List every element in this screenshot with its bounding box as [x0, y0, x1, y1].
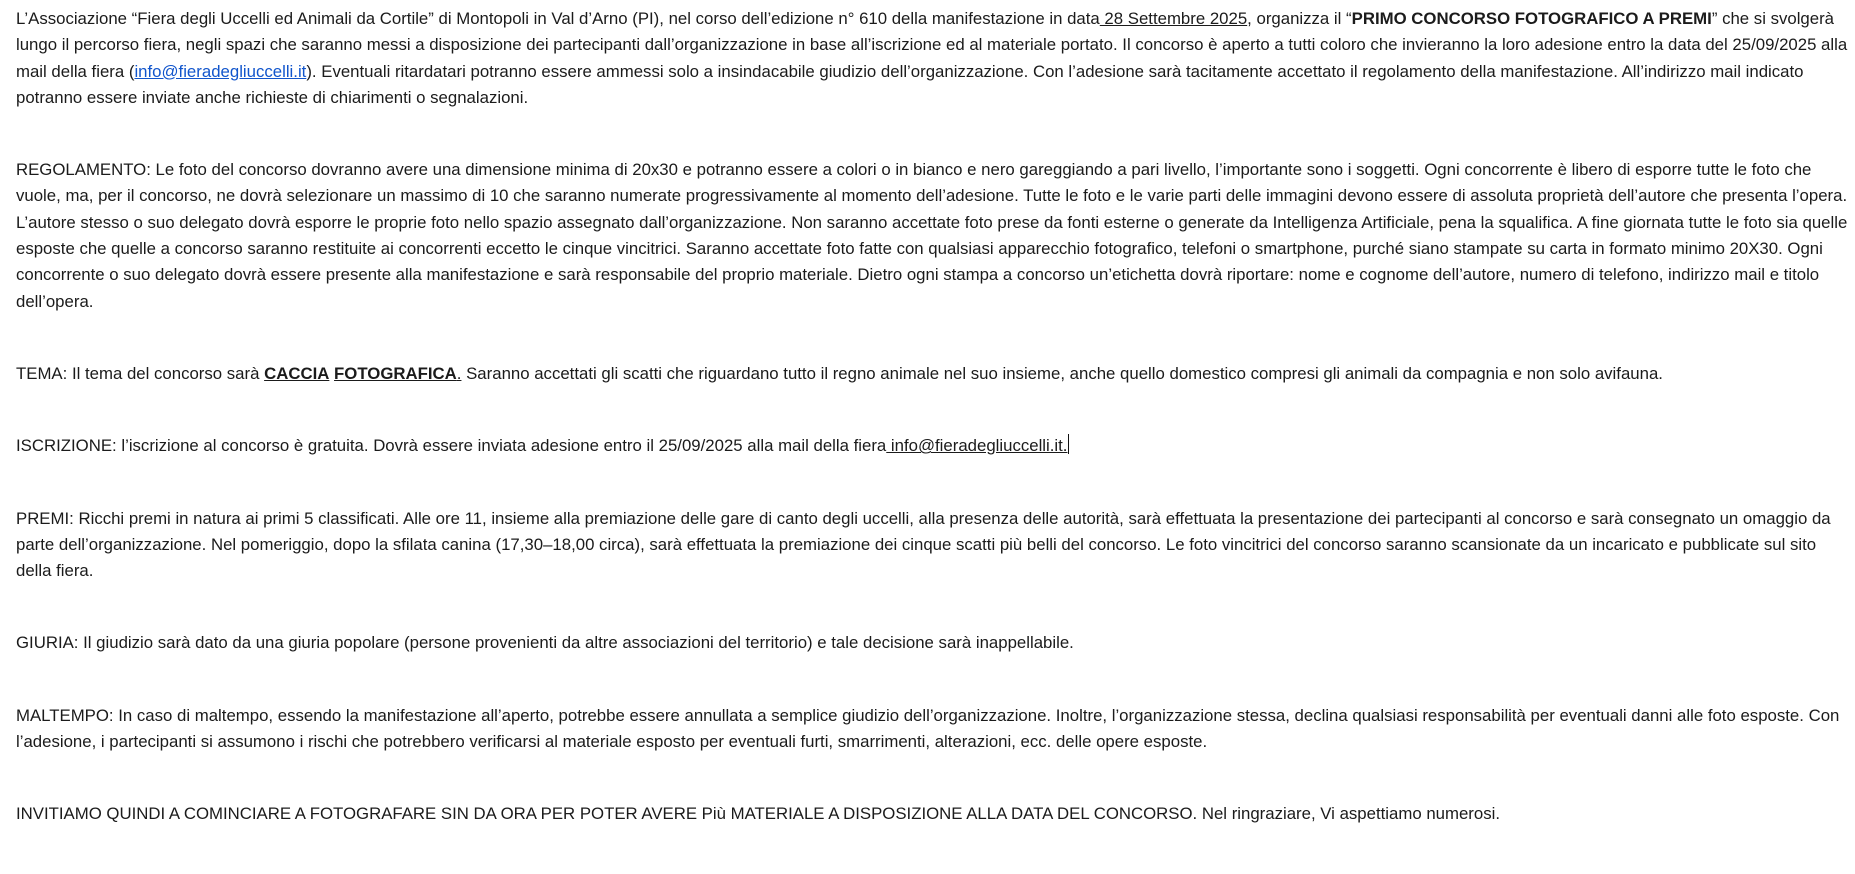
iscrizione-paragraph	[16, 433, 1848, 459]
regolamento-paragraph: REGOLAMENTO: Le foto del concorso dovranno avere una dimensione minima di 20x30 e potranno essere a colori o in bianco e nero gareggiando a pari livello, l’importante sono i soggetti. Ogni concorrente è libero di esporre tutte le foto che vuole, ma, per il concorso, ne dovrà selezionare un massimo di 10 che saranno numerate progressivamente al momento dell’adesione. Tutte le foto e le varie parti delle immagini devono essere di assoluta proprietà dell’autore che presenta l’opera. L’autore stesso o suo delegato dovrà esporre le proprie foto nello spazio assegnato dall’organizzazione. Non saranno accettate foto prese da fonti esterne o generate da Intelligenza Artificiale, pena la squalifica. A fine giornata tutte le foto sia quelle esposte che quelle a concorso saranno restituite ai concorrenti eccetto le cinque vincitrici. Saranno accettate foto fatte con qualsiasi apparecchio fotografico, telefoni o smartphone, purché siano stampate su carta in formato minimo 20X30. Ogni concorrente o suo delegato dovrà essere presente alla manifestazione e sarà responsabile del proprio materiale. Dietro ogni stampa a concorso un’etichetta dovrà riportare: nome e cognome dell’autore, numero di telefono, indirizzo mail e titolo dell’opera.	[16, 160, 1848, 311]
tema-word-caccia: CACCIA	[264, 363, 330, 383]
maltempo-paragraph: MALTEMPO: In caso di maltempo, essendo la manifestazione all’aperto, potrebbe essere annullata a semplice giudizio dell’organizzazione. Inoltre, l’organizzazione stessa, declina qualsiasi responsabilità per eventuali danni alle foto esposte. Con l’adesione, i partecipanti si assumono i rischi che potrebbero verificarsi al materiale esposto per eventuali furti, smarrimenti, alterazioni, ecc. delle opere esposte.	[16, 705, 1840, 752]
event-date: 28 Settembre 2025	[1099, 9, 1248, 28]
intro-text-2: , organizza il “	[1247, 9, 1352, 28]
intro-text-4: ). Eventuali ritardatari potranno essere ammessi solo a insindacabile giudizio dell’organizzazione. Con l’adesione sarà tacitamente accettato il regolamento della manifestazione. All’indirizzo mail indicato potranno essere inviate anche richieste di chiarimenti o segnalazioni.	[16, 61, 1804, 107]
contest-name: PRIMO CONCORSO FOTOGRAFICO A PREMI	[1351, 9, 1712, 28]
intro-text-3: ” che si svolgerà lungo il percorso fiera, negli spazi che saranno messi a disposizione dei partecipanti dall’organizzazione in base all’iscrizione ed al materiale portato. Il concorso è aperto a tutti coloro che invieranno la loro adesione entro la data del 25/09/2025 alla mail della fiera (	[16, 9, 1848, 81]
iscrizione-email[interactable]: info@fieradegliuccelli.it.	[886, 436, 1068, 456]
intro-paragraph	[16, 6, 1848, 111]
premi-paragraph: PREMI: Ricchi premi in natura ai primi 5 classificati. Alle ore 11, insieme alla premiazione delle gare di canto degli uccelli, alla presenza delle autorità, sarà effettuata la presentazione dei partecipanti al concorso e sarà consegnato un omaggio da parte dell’organizzazione. Nel pomeriggio, dopo la sfilata canina (17,30–18,00 circa), sarà effettuata la premiazione dei cinque scatti più belli del concorso. Le foto vincitrici del concorso saranno scansionate da un incaricato e pubblicate sul sito della fiera.	[16, 508, 1831, 581]
iscrizione-text: ISCRIZIONE: l’iscrizione al concorso è gratuita. Dovrà essere inviata adesione entro il 25/09/2025 alla mail della fiera	[16, 436, 887, 456]
tema-word-fotografica: FOTOGRAFICA	[334, 363, 457, 383]
tema-dot: .	[456, 363, 462, 383]
document-body[interactable]	[16, 6, 1848, 874]
tema-rest: Saranno accettati gli scatti che riguardano tutto il regno animale nel suo insieme, anche quello domestico compresi gli animali da compagnia e non solo avifauna.	[461, 363, 1663, 383]
giuria-paragraph: GIURIA: Il giudizio sarà dato da una giuria popolare (persone provenienti da altre associazioni del territorio) e tale decisione sarà inappellabile.	[16, 633, 1074, 653]
tema-paragraph	[16, 361, 1848, 387]
tema-prefix: TEMA: Il tema del concorso sarà	[16, 363, 265, 383]
email-link[interactable]: info@fieradegliuccelli.it	[134, 61, 307, 81]
intro-text-1: L’Associazione “Fiera degli Uccelli ed Animali da Cortile” di Montopoli in Val d’Arno (PI), nel corso dell’edizione n° 610 della manifestazione in data	[16, 9, 1100, 28]
text-cursor	[1068, 434, 1069, 454]
invito-paragraph: INVITIAMO QUINDI A COMINCIARE A FOTOGRAFARE SIN DA ORA PER POTER AVERE Più MATERIALE A DISPOSIZIONE ALLA DATA DEL CONCORSO. Nel ringraziare, Vi aspettiamo numerosi.	[16, 804, 1501, 824]
